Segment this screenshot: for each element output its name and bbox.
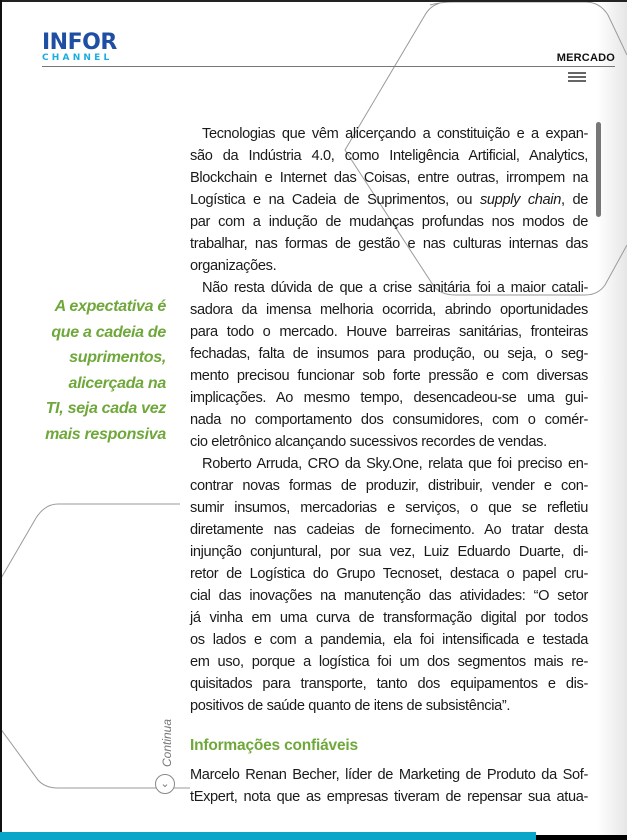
scrollbar-thumb[interactable]	[596, 122, 601, 217]
text-line: cial das inovações na manutenção das atividades: “O setor	[190, 588, 588, 604]
pull-quote-line: que a cadeia de	[51, 323, 166, 341]
text-line: injunção conjuntural, por sua vez, Luiz Eduardo Duarte, di-	[190, 544, 588, 560]
continua-label: Continua	[160, 718, 174, 767]
text-span: , de	[560, 192, 588, 208]
continue-button[interactable]	[155, 774, 175, 794]
infor-channel-logo[interactable]	[42, 30, 117, 63]
article-body-continued	[190, 764, 588, 808]
chevron-down-icon: ⌄	[160, 778, 170, 790]
pull-quote-line: mais responsiva	[45, 425, 166, 443]
text-line: fechadas, falta de insumos para produção, ou seja, o seg-	[190, 346, 588, 362]
text-line: em uso, porque a logística foi um dos segmentos mais re-	[190, 654, 588, 670]
header-divider	[42, 66, 615, 67]
text-line: Não resta dúvida de que a crise sanitária foi a maior catali-	[202, 280, 588, 296]
text-line: tExpert, nota que as empresas tiveram de repensar sua atua-	[190, 789, 588, 805]
text-line: contrar novas formas de produzir, distribuir, vender e con-	[190, 478, 588, 494]
text-line: retor de Logística do Grupo Tecnoset, destaca o papel cru-	[190, 566, 588, 582]
text-line: Marcelo Renan Becher, líder de Marketing de Produto da Sof-	[190, 767, 588, 783]
text-line	[190, 189, 588, 211]
text-line: os lados e com a pandemia, ela foi intensificada e testada	[190, 632, 588, 648]
pull-quote-line: TI, seja cada vez	[45, 400, 166, 417]
text-line: organizações.	[190, 258, 277, 274]
text-line: Roberto Arruda, CRO da Sky.One, relata que foi preciso en-	[202, 456, 588, 472]
pull-quote-line: A expectativa é	[54, 298, 166, 315]
text-line: nada no comportamento dos consumidores, com o comér-	[190, 412, 588, 428]
reading-progress-bar	[0, 832, 536, 840]
text-line: mento precisou funcionar sob forte pressão e com diversas	[190, 368, 588, 384]
pull-quote-line: alicerçada na	[68, 374, 166, 392]
text-line: implicações. Ao mesmo tempo, desencadeou-se uma gui-	[190, 390, 588, 406]
text-line: sadora da imensa melhoria ocorrida, abrindo oportunidades	[190, 302, 588, 318]
text-line: par com a indução de mudanças profundas nos modos de	[190, 214, 588, 230]
pull-quote-line: suprimentos,	[69, 349, 166, 366]
logo-infor: INFOR	[42, 30, 117, 55]
text-line: Tecnologias que vêm alicerçando a constituição e a expan-	[202, 126, 588, 142]
text-line: para todo o mercado. Houve barreiras sanitárias, fronteiras	[190, 324, 588, 340]
article-body	[190, 123, 588, 717]
pull-quote	[30, 294, 166, 447]
text-line: diretamente nas cadeias de fornecimento. Ao tratar desta	[190, 522, 588, 538]
text-line: trabalhar, nas formas de gestão e nas culturas internas das	[190, 236, 588, 252]
text-line: sumir insumos, mercadorias e serviços, o que se refletiu	[190, 500, 588, 516]
subheading: Informações confiáveis	[190, 737, 358, 754]
text-line: já vinha em uma curva de transformação digital por todos	[190, 610, 588, 626]
italic-term: supply chain	[479, 192, 561, 208]
frame-top-border	[0, 0, 627, 2]
text-line: são da Indústria 4.0, como Inteligência Artificial, Analytics,	[190, 148, 588, 164]
section-title: MERCADO	[556, 52, 615, 64]
text-span: Logística e na Cadeia de Suprimentos, ou	[190, 192, 480, 208]
text-line: quisitados para transporte, tanto dos equipamentos e dis-	[190, 676, 588, 692]
logo-channel: CHANNEL	[42, 53, 113, 63]
hamburger-menu-icon[interactable]	[568, 72, 586, 84]
text-line: positivos de saúde quanto de itens de subsistência”.	[190, 698, 511, 714]
text-line: cio eletrônico alcançando sucessivos recordes de vendas.	[190, 434, 547, 450]
text-line: Blockchain e Internet das Coisas, entre outras, irrompem na	[190, 170, 588, 186]
frame-left-border	[0, 0, 2, 840]
